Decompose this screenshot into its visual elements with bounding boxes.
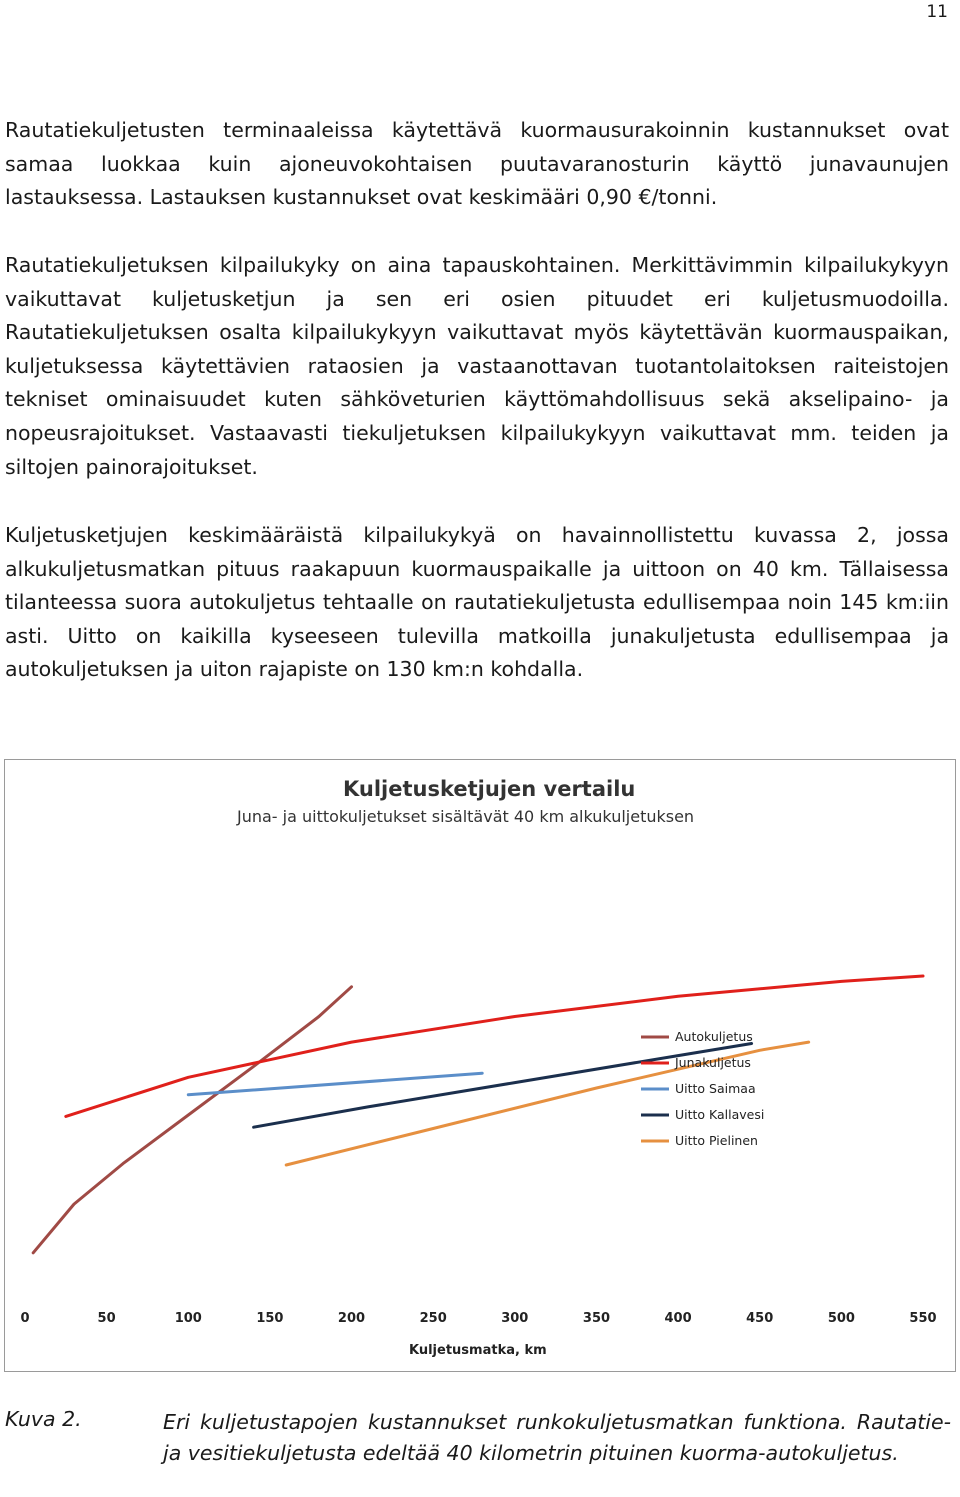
chart-subtitle: Juna- ja uittokuljetukset sisältävät 40 km alkukuljetuksen xyxy=(237,807,695,826)
legend-label-1: Autokuljetus xyxy=(675,1029,753,1044)
x-tick-label: 350 xyxy=(582,1311,611,1326)
x-axis-ticks xyxy=(20,1311,936,1326)
x-tick-label: 50 xyxy=(97,1311,116,1326)
chart-figure xyxy=(4,759,956,1372)
series-layer xyxy=(33,976,923,1253)
paragraph-rail-competitiveness: Rautatiekuljetuksen kilpailukyky on aina tapauskohtainen. Merkittävimmin kilpailukykyyn vaikuttavat kuljetusketjun ja sen eri osien pituudet eri kuljetusmuodoilla. Rautatiekuljetuksen osalta kilpailukykyyn vaikuttavat myös käytettävän kuormauspaikan, kuljetuksessa käytettävien rataosien ja vastaanottavan tuotantolaitoksen raiteistojen tekniset ominaisuudet kuten sähköveturien käyttömahdollisuus sekä akselipaino- ja nopeusrajoitukset. Vastaavasti tiekuljetuksen kilpailukykyyn vaikuttavat mm. teiden ja siltojen painorajoitukset. xyxy=(5,253,949,479)
x-tick-label: 100 xyxy=(174,1311,202,1326)
figure-caption-label: Kuva 2. xyxy=(5,1407,82,1431)
x-tick-label: 400 xyxy=(664,1311,692,1326)
legend-label-2: Junakuljetus xyxy=(675,1055,751,1070)
x-tick-label: 200 xyxy=(337,1311,366,1326)
x-tick-label: 550 xyxy=(909,1311,937,1326)
legend-label-4: Uitto Kallavesi xyxy=(675,1107,765,1122)
figure-caption-text: Eri kuljetustapojen kustannukset runkokuljetusmatkan funktiona. Rautatie- ja vesitiekuljetusta edeltää 40 kilometrin pituinen kuorma-autokuljetus. xyxy=(163,1410,951,1465)
paragraph-loading-costs: Rautatiekuljetusten terminaaleissa käytettävä kuormausurakoinnin kustannukset ovat samaa luokkaa kuin ajoneuvokohtaisen puutavaranosturin käyttö junavaunujen lastauksessa. Lastauksen kustannukset ovat keskimääri 0,90 €/tonni. xyxy=(5,118,949,210)
x-tick-label: 0 xyxy=(20,1311,30,1326)
legend xyxy=(641,1029,764,1148)
paragraph-chain-comparison: Kuljetusketjujen keskimääräistä kilpailukykyä on havainnollistettu kuvassa 2, jossa alkukuljetusmatkan pituus raakapuun kuormauspaikalle ja uittoon on 40 km. Tällaisessa tilanteessa suora autokuljetus tehtaalle on rautatiekuljetusta edullisempaa noin 145 km:iin asti. Uitto on kaikilla kyseeseen tulevilla matkoilla junakuljetusta edullisempaa ja autokuljetuksen ja uiton rajapiste on 130 km:n kohdalla. xyxy=(5,523,949,682)
x-tick-label: 300 xyxy=(501,1311,529,1326)
x-tick-label: 500 xyxy=(827,1311,855,1326)
chart-title: Kuljetusketjujen vertailu xyxy=(343,777,636,801)
legend-label-5: Uitto Pielinen xyxy=(675,1133,758,1148)
page-number: 11 xyxy=(926,2,948,22)
legend-label-3: Uitto Saimaa xyxy=(675,1081,756,1096)
x-tick-label: 250 xyxy=(419,1311,447,1326)
x-tick-label: 450 xyxy=(746,1311,774,1326)
chart-canvas xyxy=(5,760,955,1371)
x-axis-label: Kuljetusmatka, km xyxy=(409,1343,547,1358)
x-tick-label: 150 xyxy=(256,1311,284,1326)
